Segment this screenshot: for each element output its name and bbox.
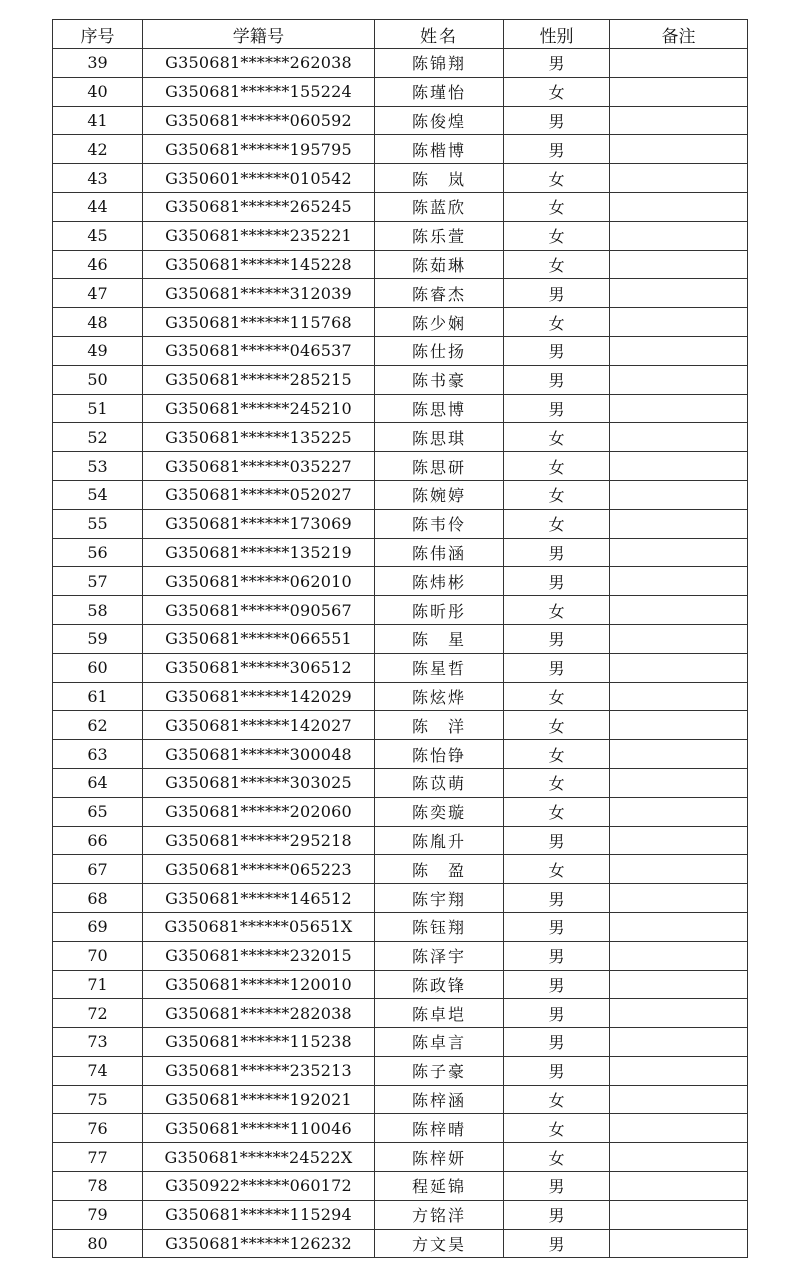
cell-serial-number: 42: [53, 135, 143, 164]
cell-name: 陈奕璇: [375, 797, 504, 826]
cell-name: 陈星哲: [375, 653, 504, 682]
cell-remarks: [610, 221, 748, 250]
cell-student-id: G350681******173069: [143, 509, 375, 538]
cell-student-id: G350681******195795: [143, 135, 375, 164]
cell-remarks: [610, 452, 748, 481]
cell-serial-number: 50: [53, 365, 143, 394]
cell-remarks: [610, 1028, 748, 1057]
cell-serial-number: 41: [53, 106, 143, 135]
cell-serial-number: 74: [53, 1056, 143, 1085]
cell-remarks: [610, 999, 748, 1028]
cell-remarks: [610, 797, 748, 826]
table-header: [53, 20, 748, 49]
cell-student-id: G350681******245210: [143, 394, 375, 423]
cell-remarks: [610, 106, 748, 135]
cell-serial-number: 47: [53, 279, 143, 308]
cell-gender: 男: [504, 538, 610, 567]
cell-gender: 女: [504, 192, 610, 221]
cell-student-id: G350681******192021: [143, 1085, 375, 1114]
table-row: [53, 452, 748, 481]
cell-student-id: G350681******265245: [143, 192, 375, 221]
cell-student-id: G350681******110046: [143, 1114, 375, 1143]
cell-student-id: G350601******010542: [143, 164, 375, 193]
cell-gender: 男: [504, 135, 610, 164]
table-row: [53, 1200, 748, 1229]
cell-remarks: [610, 250, 748, 279]
cell-gender: 男: [504, 106, 610, 135]
table-row: [53, 77, 748, 106]
cell-name: 陈钰翔: [375, 912, 504, 941]
table-row: [53, 106, 748, 135]
cell-name: 陈伟涵: [375, 538, 504, 567]
table-row: [53, 826, 748, 855]
cell-name: 陈思琪: [375, 423, 504, 452]
cell-serial-number: 53: [53, 452, 143, 481]
cell-remarks: [610, 135, 748, 164]
cell-serial-number: 72: [53, 999, 143, 1028]
cell-student-id: G350681******115768: [143, 308, 375, 337]
cell-student-id: G350681******135219: [143, 538, 375, 567]
cell-remarks: [610, 164, 748, 193]
table-body: [53, 49, 748, 1258]
cell-name: 程延锦: [375, 1172, 504, 1201]
cell-gender: 男: [504, 1229, 610, 1258]
cell-gender: 女: [504, 1085, 610, 1114]
cell-remarks: [610, 394, 748, 423]
cell-name: 陈宇翔: [375, 884, 504, 913]
cell-gender: 女: [504, 480, 610, 509]
cell-gender: 女: [504, 423, 610, 452]
cell-gender: 男: [504, 826, 610, 855]
table-row: [53, 999, 748, 1028]
table-row: [53, 49, 748, 78]
cell-gender: 女: [504, 164, 610, 193]
cell-student-id: G350681******066551: [143, 624, 375, 653]
cell-remarks: [610, 1114, 748, 1143]
cell-gender: 女: [504, 682, 610, 711]
cell-gender: 男: [504, 624, 610, 653]
cell-gender: 男: [504, 567, 610, 596]
table-row: [53, 1172, 748, 1201]
cell-remarks: [610, 1085, 748, 1114]
table-row: [53, 365, 748, 394]
cell-name: 陈 洋: [375, 711, 504, 740]
cell-remarks: [610, 1200, 748, 1229]
cell-student-id: G350681******135225: [143, 423, 375, 452]
cell-name: 陈政锋: [375, 970, 504, 999]
student-roster-table: [52, 19, 748, 1258]
cell-serial-number: 76: [53, 1114, 143, 1143]
cell-serial-number: 56: [53, 538, 143, 567]
cell-serial-number: 62: [53, 711, 143, 740]
cell-student-id: G350681******306512: [143, 653, 375, 682]
table-row: [53, 250, 748, 279]
cell-remarks: [610, 279, 748, 308]
cell-student-id: G350681******235213: [143, 1056, 375, 1085]
cell-gender: 女: [504, 509, 610, 538]
cell-remarks: [610, 49, 748, 78]
table-row: [53, 1056, 748, 1085]
table-row: [53, 480, 748, 509]
table-row: [53, 624, 748, 653]
cell-student-id: G350681******24522X: [143, 1143, 375, 1172]
cell-name: 陈仕扬: [375, 336, 504, 365]
table-row: [53, 711, 748, 740]
cell-serial-number: 73: [53, 1028, 143, 1057]
cell-remarks: [610, 970, 748, 999]
cell-serial-number: 61: [53, 682, 143, 711]
cell-gender: 男: [504, 970, 610, 999]
cell-remarks: [610, 624, 748, 653]
cell-serial-number: 52: [53, 423, 143, 452]
cell-student-id: G350681******202060: [143, 797, 375, 826]
cell-gender: 男: [504, 653, 610, 682]
cell-serial-number: 54: [53, 480, 143, 509]
cell-name: 陈乐萱: [375, 221, 504, 250]
cell-name: 陈少娴: [375, 308, 504, 337]
cell-student-id: G350681******312039: [143, 279, 375, 308]
cell-remarks: [610, 336, 748, 365]
cell-student-id: G350681******146512: [143, 884, 375, 913]
cell-remarks: [610, 1172, 748, 1201]
cell-student-id: G350681******120010: [143, 970, 375, 999]
cell-name: 陈怡铮: [375, 740, 504, 769]
cell-serial-number: 57: [53, 567, 143, 596]
cell-gender: 女: [504, 740, 610, 769]
cell-remarks: [610, 77, 748, 106]
cell-remarks: [610, 682, 748, 711]
cell-name: 陈炜彬: [375, 567, 504, 596]
cell-student-id: G350681******262038: [143, 49, 375, 78]
cell-name: 陈梓晴: [375, 1114, 504, 1143]
table-row: [53, 308, 748, 337]
cell-student-id: G350681******126232: [143, 1229, 375, 1258]
table-row: [53, 1143, 748, 1172]
cell-student-id: G350681******232015: [143, 941, 375, 970]
table-row: [53, 1229, 748, 1258]
table-row: [53, 596, 748, 625]
table-row: [53, 538, 748, 567]
cell-gender: 女: [504, 308, 610, 337]
cell-student-id: G350681******142027: [143, 711, 375, 740]
cell-name: 陈苡萌: [375, 768, 504, 797]
cell-name: 陈楷博: [375, 135, 504, 164]
cell-name: 方文昊: [375, 1229, 504, 1258]
cell-student-id: G350681******035227: [143, 452, 375, 481]
cell-remarks: [610, 941, 748, 970]
cell-gender: 女: [504, 250, 610, 279]
cell-student-id: G350681******05651X: [143, 912, 375, 941]
cell-remarks: [610, 884, 748, 913]
table-row: [53, 1085, 748, 1114]
cell-serial-number: 60: [53, 653, 143, 682]
cell-serial-number: 49: [53, 336, 143, 365]
header-remarks: 备注: [610, 20, 748, 49]
cell-gender: 男: [504, 999, 610, 1028]
cell-remarks: [610, 538, 748, 567]
cell-name: 陈思研: [375, 452, 504, 481]
cell-student-id: G350681******046537: [143, 336, 375, 365]
table-row: [53, 509, 748, 538]
cell-serial-number: 58: [53, 596, 143, 625]
table-row: [53, 1114, 748, 1143]
cell-student-id: G350681******303025: [143, 768, 375, 797]
table-row: [53, 855, 748, 884]
cell-serial-number: 68: [53, 884, 143, 913]
header-row: [53, 20, 748, 49]
cell-serial-number: 65: [53, 797, 143, 826]
cell-serial-number: 63: [53, 740, 143, 769]
cell-gender: 男: [504, 1172, 610, 1201]
cell-name: 陈书豪: [375, 365, 504, 394]
header-name: 姓名: [375, 20, 504, 49]
cell-name: 陈 岚: [375, 164, 504, 193]
cell-name: 陈梓妍: [375, 1143, 504, 1172]
cell-name: 陈子豪: [375, 1056, 504, 1085]
cell-gender: 男: [504, 941, 610, 970]
cell-name: 陈 星: [375, 624, 504, 653]
cell-remarks: [610, 826, 748, 855]
table-row: [53, 653, 748, 682]
cell-remarks: [610, 1143, 748, 1172]
cell-name: 陈泽宇: [375, 941, 504, 970]
cell-serial-number: 59: [53, 624, 143, 653]
cell-remarks: [610, 596, 748, 625]
cell-gender: 男: [504, 49, 610, 78]
cell-serial-number: 78: [53, 1172, 143, 1201]
cell-remarks: [610, 480, 748, 509]
cell-gender: 男: [504, 912, 610, 941]
cell-student-id: G350681******090567: [143, 596, 375, 625]
cell-name: 陈锦翔: [375, 49, 504, 78]
cell-gender: 女: [504, 711, 610, 740]
table-row: [53, 740, 748, 769]
cell-serial-number: 64: [53, 768, 143, 797]
cell-serial-number: 69: [53, 912, 143, 941]
cell-name: 陈胤升: [375, 826, 504, 855]
cell-gender: 男: [504, 394, 610, 423]
cell-serial-number: 46: [53, 250, 143, 279]
table-row: [53, 941, 748, 970]
cell-name: 陈卓言: [375, 1028, 504, 1057]
cell-name: 陈 盈: [375, 855, 504, 884]
table-row: [53, 135, 748, 164]
cell-student-id: G350681******065223: [143, 855, 375, 884]
cell-student-id: G350681******142029: [143, 682, 375, 711]
table-row: [53, 912, 748, 941]
table-row: [53, 221, 748, 250]
cell-name: 陈韦伶: [375, 509, 504, 538]
table-row: [53, 567, 748, 596]
cell-remarks: [610, 509, 748, 538]
cell-gender: 男: [504, 1028, 610, 1057]
cell-serial-number: 51: [53, 394, 143, 423]
cell-gender: 男: [504, 1200, 610, 1229]
cell-remarks: [610, 1056, 748, 1085]
table-row: [53, 682, 748, 711]
cell-serial-number: 66: [53, 826, 143, 855]
cell-name: 陈思博: [375, 394, 504, 423]
cell-student-id: G350681******295218: [143, 826, 375, 855]
cell-serial-number: 44: [53, 192, 143, 221]
cell-name: 陈昕彤: [375, 596, 504, 625]
table-row: [53, 192, 748, 221]
cell-name: 陈俊煌: [375, 106, 504, 135]
cell-student-id: G350681******115238: [143, 1028, 375, 1057]
table-row: [53, 970, 748, 999]
cell-serial-number: 40: [53, 77, 143, 106]
cell-gender: 男: [504, 279, 610, 308]
cell-gender: 女: [504, 1143, 610, 1172]
cell-name: 方铭洋: [375, 1200, 504, 1229]
cell-gender: 男: [504, 336, 610, 365]
cell-serial-number: 75: [53, 1085, 143, 1114]
cell-gender: 女: [504, 855, 610, 884]
cell-remarks: [610, 768, 748, 797]
table-row: [53, 336, 748, 365]
cell-gender: 男: [504, 884, 610, 913]
cell-gender: 女: [504, 452, 610, 481]
cell-student-id: G350681******060592: [143, 106, 375, 135]
cell-gender: 女: [504, 768, 610, 797]
cell-serial-number: 39: [53, 49, 143, 78]
cell-serial-number: 48: [53, 308, 143, 337]
table-row: [53, 394, 748, 423]
table-row: [53, 1028, 748, 1057]
cell-gender: 男: [504, 365, 610, 394]
cell-student-id: G350681******145228: [143, 250, 375, 279]
cell-name: 陈睿杰: [375, 279, 504, 308]
cell-name: 陈梓涵: [375, 1085, 504, 1114]
cell-remarks: [610, 567, 748, 596]
cell-serial-number: 71: [53, 970, 143, 999]
table-row: [53, 797, 748, 826]
cell-name: 陈瑾怡: [375, 77, 504, 106]
cell-remarks: [610, 423, 748, 452]
cell-student-id: G350681******235221: [143, 221, 375, 250]
cell-serial-number: 80: [53, 1229, 143, 1258]
cell-name: 陈蓝欣: [375, 192, 504, 221]
cell-student-id: G350681******115294: [143, 1200, 375, 1229]
cell-student-id: G350681******282038: [143, 999, 375, 1028]
cell-name: 陈炫烨: [375, 682, 504, 711]
cell-serial-number: 67: [53, 855, 143, 884]
header-student-id: 学籍号: [143, 20, 375, 49]
table-row: [53, 884, 748, 913]
cell-name: 陈卓垲: [375, 999, 504, 1028]
cell-student-id: G350681******062010: [143, 567, 375, 596]
cell-remarks: [610, 653, 748, 682]
cell-remarks: [610, 192, 748, 221]
cell-remarks: [610, 365, 748, 394]
cell-serial-number: 55: [53, 509, 143, 538]
table-row: [53, 423, 748, 452]
cell-student-id: G350681******300048: [143, 740, 375, 769]
cell-gender: 男: [504, 1056, 610, 1085]
cell-remarks: [610, 912, 748, 941]
cell-serial-number: 77: [53, 1143, 143, 1172]
cell-remarks: [610, 740, 748, 769]
cell-gender: 女: [504, 596, 610, 625]
header-gender: 性别: [504, 20, 610, 49]
cell-gender: 女: [504, 1114, 610, 1143]
table-row: [53, 164, 748, 193]
table-row: [53, 279, 748, 308]
cell-name: 陈茹琳: [375, 250, 504, 279]
cell-gender: 女: [504, 797, 610, 826]
cell-remarks: [610, 1229, 748, 1258]
cell-name: 陈婉婷: [375, 480, 504, 509]
cell-remarks: [610, 711, 748, 740]
cell-remarks: [610, 308, 748, 337]
table-row: [53, 768, 748, 797]
cell-serial-number: 43: [53, 164, 143, 193]
cell-gender: 女: [504, 77, 610, 106]
cell-student-id: G350681******155224: [143, 77, 375, 106]
cell-student-id: G350681******052027: [143, 480, 375, 509]
cell-student-id: G350681******285215: [143, 365, 375, 394]
cell-serial-number: 45: [53, 221, 143, 250]
header-serial-number: 序号: [53, 20, 143, 49]
cell-serial-number: 79: [53, 1200, 143, 1229]
cell-student-id: G350922******060172: [143, 1172, 375, 1201]
cell-serial-number: 70: [53, 941, 143, 970]
cell-remarks: [610, 855, 748, 884]
cell-gender: 女: [504, 221, 610, 250]
